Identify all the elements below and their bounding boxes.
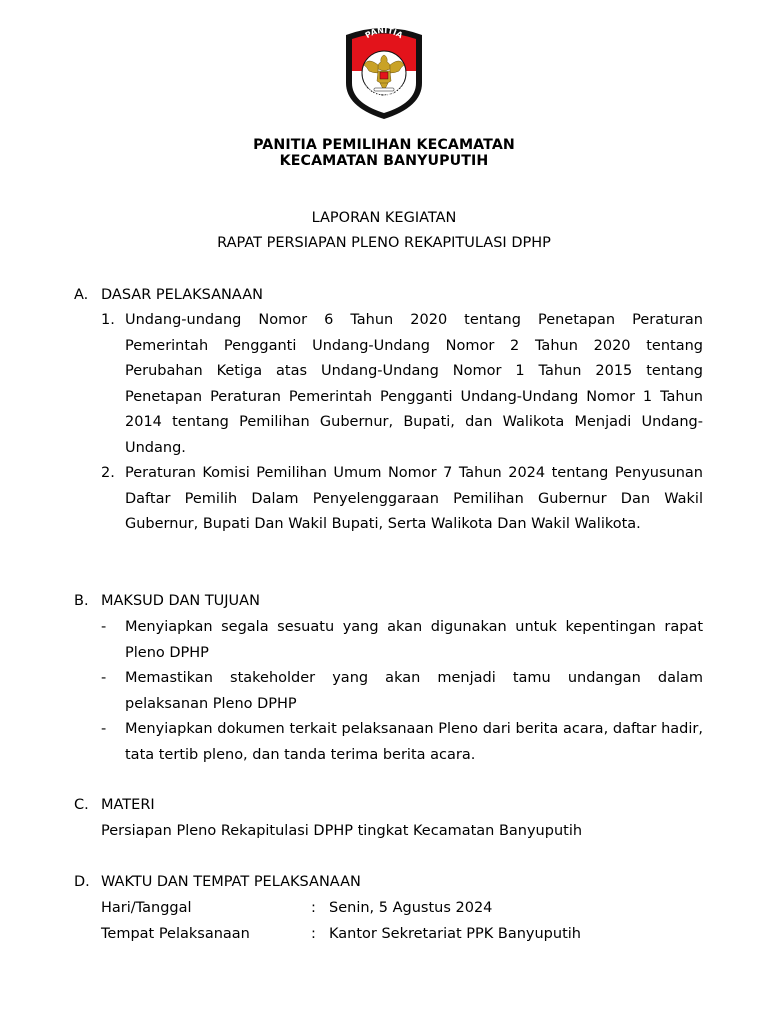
ppk-emblem-icon [340,25,428,121]
list-marker: - [101,721,107,737]
list-item [101,461,703,538]
list-item-text: Menyiapkan segala sesuatu yang akan digunakan untuk kepentingan rapat Pleno DPHP [125,619,703,661]
list-marker: 2. [101,465,115,481]
list-item [101,615,703,666]
list-item-text: Memastikan stakeholder yang akan menjadi tamu undangan dalam pelaksanan Pleno DPHP [125,670,703,712]
logo-bottom-text: PEMILIHAN KECAMATAN [352,72,416,102]
section-b-heading: MAKSUD DAN TUJUAN [101,593,260,609]
list-marker: 1. [101,312,115,328]
detail-value: Kantor Sekretariat PPK Banyuputih [329,926,581,942]
detail-value: Senin, 5 Agustus 2024 [329,900,493,916]
org-name: PANITIA PEMILIHAN KECAMATAN [253,137,515,153]
list-item-text: Peraturan Komisi Pemilihan Umum Nomor 7 Tahun 2024 tentang Penyusunan Daftar Pemilih Dalam Penyelenggaraan Pemilihan Gubernur Dan Wakil Gubernur, Bupati Dan Wakil Bupati, Serta Walikota Dan Wakil Walikota. [125,465,703,532]
section-a-letter: A. [74,287,89,303]
list-item [101,717,703,768]
list-marker: - [101,619,107,635]
list-item-text: Undang-undang Nomor 6 Tahun 2020 tentang Penetapan Peraturan Pemerintah Pengganti Undang-Undang Nomor 2 Tahun 2020 tentang Perubahan Ketiga atas Undang-Undang Nomor 1 Tahun 2015 tentang Penetapan Peraturan Pemerintah Pengganti Undang-Undang Nomor 1 Tahun 2014 tentang Pemilihan Gubernur, Bupati, dan Walikota Menjadi Undang-Undang. [125,312,703,456]
detail-colon: : [311,926,316,942]
detail-label: Tempat Pelaksanaan [101,926,250,942]
section-c-body: Persiapan Pleno Rekapitulasi DPHP tingkat Kecamatan Banyuputih [101,823,583,839]
section-c-letter: C. [74,797,89,813]
detail-colon: : [311,900,316,916]
section-d-letter: D. [74,874,90,890]
list-item [101,666,703,717]
section-a-list [101,308,703,538]
report-title: LAPORAN KEGIATAN [311,210,457,226]
section-a-heading: DASAR PELAKSANAAN [101,287,263,303]
logo-top-text: PANITIA [363,25,405,41]
ppk-logo [340,25,428,121]
detail-row-place [101,926,711,948]
section-b-letter: B. [74,593,89,609]
list-item-text: Menyiapkan dokumen terkait pelaksanaan Pleno dari berita acara, daftar hadir, tata tertib pleno, dan tanda terima berita acara. [125,721,703,763]
detail-label: Hari/Tanggal [101,900,192,916]
section-c-heading: MATERI [101,797,155,813]
org-subdistrict: KECAMATAN BANYUPUTIH [279,153,489,169]
report-subtitle: RAPAT PERSIAPAN PLENO REKAPITULASI DPHP [217,235,551,251]
list-marker: - [101,670,107,686]
section-d-heading: WAKTU DAN TEMPAT PELAKSANAAN [101,874,361,890]
section-b-list [101,615,703,768]
detail-row-date [101,900,711,922]
list-item [101,308,703,461]
